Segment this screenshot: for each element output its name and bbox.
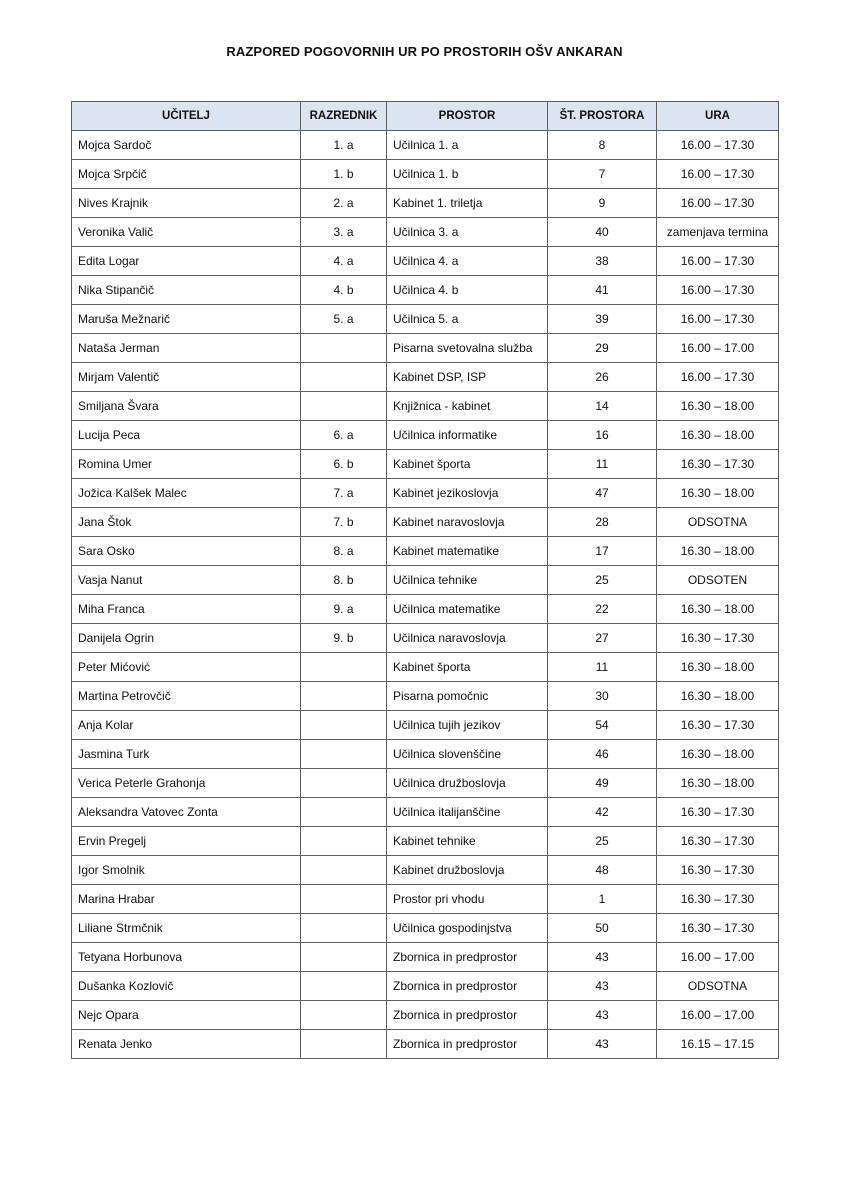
table-row [72,479,779,508]
room-cell: Učilnica matematike [387,595,548,624]
time-cell: 16.30 – 18.00 [657,421,779,450]
class-teacher-cell [301,1030,387,1059]
time-cell: 16.30 – 18.00 [657,653,779,682]
class-teacher-cell [301,856,387,885]
header-teacher: UČITELJ [72,102,301,131]
room-cell: Kabinet DSP, ISP [387,363,548,392]
time-cell: 16.30 – 18.00 [657,740,779,769]
room-number-cell: 7 [548,160,657,189]
room-cell: Učilnica 1. b [387,160,548,189]
time-cell: 16.00 – 17.00 [657,1001,779,1030]
room-number-cell: 8 [548,131,657,160]
table-row [72,218,779,247]
class-teacher-cell: 6. a [301,421,387,450]
teacher-cell: Verica Peterle Grahonja [72,769,301,798]
table-body [72,131,779,1059]
time-cell: 16.30 – 17.30 [657,914,779,943]
class-teacher-cell: 4. b [301,276,387,305]
room-number-cell: 30 [548,682,657,711]
header-room: PROSTOR [387,102,548,131]
room-number-cell: 11 [548,450,657,479]
class-teacher-cell: 4. a [301,247,387,276]
time-cell: 16.30 – 18.00 [657,769,779,798]
room-number-cell: 26 [548,363,657,392]
teacher-cell: Aleksandra Vatovec Zonta [72,798,301,827]
time-cell: ODSOTNA [657,972,779,1001]
room-cell: Učilnica tehnike [387,566,548,595]
schedule-table [71,101,779,1059]
table-row [72,769,779,798]
room-cell: Učilnica slovenščine [387,740,548,769]
teacher-cell: Sara Osko [72,537,301,566]
room-number-cell: 43 [548,1001,657,1030]
time-cell: 16.00 – 17.30 [657,189,779,218]
room-cell: Zbornica in predprostor [387,972,548,1001]
room-cell: Zbornica in predprostor [387,1030,548,1059]
teacher-cell: Tetyana Horbunova [72,943,301,972]
teacher-cell: Veronika Valič [72,218,301,247]
teacher-cell: Mojca Sardoč [72,131,301,160]
time-cell: 16.30 – 18.00 [657,682,779,711]
teacher-cell: Vasja Nanut [72,566,301,595]
room-number-cell: 43 [548,1030,657,1059]
time-cell: 16.30 – 18.00 [657,537,779,566]
room-cell: Kabinet jezikoslovja [387,479,548,508]
room-cell: Kabinet matematike [387,537,548,566]
header-class-teacher: RAZREDNIK [301,102,387,131]
class-teacher-cell [301,885,387,914]
room-number-cell: 27 [548,624,657,653]
time-cell: 16.30 – 17.30 [657,856,779,885]
time-cell: 16.00 – 17.30 [657,131,779,160]
page-title: RAZPORED POGOVORNIH UR PO PROSTORIH OŠV ANKARAN [226,44,623,59]
class-teacher-cell: 8. b [301,566,387,595]
table-row [72,682,779,711]
class-teacher-cell: 6. b [301,450,387,479]
table-row [72,595,779,624]
teacher-cell: Maruša Mežnarič [72,305,301,334]
time-cell: 16.00 – 17.30 [657,247,779,276]
time-cell: 16.30 – 17.30 [657,798,779,827]
room-number-cell: 16 [548,421,657,450]
table-row [72,421,779,450]
room-number-cell: 17 [548,537,657,566]
teacher-cell: Martina Petrovčič [72,682,301,711]
table-row [72,276,779,305]
teacher-cell: Marina Hrabar [72,885,301,914]
teacher-cell: Renata Jenko [72,1030,301,1059]
class-teacher-cell [301,769,387,798]
teacher-cell: Danijela Ogrin [72,624,301,653]
room-number-cell: 46 [548,740,657,769]
room-cell: Pisarna pomočnic [387,682,548,711]
time-cell: 16.30 – 17.30 [657,827,779,856]
teacher-cell: Liliane Strmčnik [72,914,301,943]
room-number-cell: 1 [548,885,657,914]
room-number-cell: 25 [548,566,657,595]
room-cell: Zbornica in predprostor [387,1001,548,1030]
time-cell: 16.30 – 17.30 [657,450,779,479]
time-cell: 16.00 – 17.00 [657,943,779,972]
room-cell: Učilnica 4. b [387,276,548,305]
table-row [72,914,779,943]
time-cell: 16.30 – 18.00 [657,595,779,624]
teacher-cell: Jožica Kalšek Malec [72,479,301,508]
room-number-cell: 28 [548,508,657,537]
room-number-cell: 11 [548,653,657,682]
teacher-cell: Romina Umer [72,450,301,479]
room-number-cell: 41 [548,276,657,305]
teacher-cell: Jana Štok [72,508,301,537]
time-cell: 16.00 – 17.30 [657,305,779,334]
class-teacher-cell: 9. a [301,595,387,624]
room-number-cell: 42 [548,798,657,827]
class-teacher-cell: 1. b [301,160,387,189]
class-teacher-cell [301,740,387,769]
header-time: URA [657,102,779,131]
class-teacher-cell [301,392,387,421]
time-cell: 16.15 – 17.15 [657,1030,779,1059]
room-cell: Učilnica informatike [387,421,548,450]
time-cell: 16.30 – 18.00 [657,479,779,508]
time-cell: 16.00 – 17.30 [657,276,779,305]
table-row [72,508,779,537]
class-teacher-cell [301,363,387,392]
time-cell: 16.00 – 17.00 [657,334,779,363]
teacher-cell: Nataša Jerman [72,334,301,363]
teacher-cell: Peter Mićović [72,653,301,682]
room-cell: Prostor pri vhodu [387,885,548,914]
teacher-cell: Nika Stipančič [72,276,301,305]
teacher-cell: Jasmina Turk [72,740,301,769]
room-number-cell: 38 [548,247,657,276]
class-teacher-cell: 7. b [301,508,387,537]
teacher-cell: Anja Kolar [72,711,301,740]
room-cell: Kabinet športa [387,653,548,682]
class-teacher-cell [301,334,387,363]
table-row [72,1001,779,1030]
room-cell: Učilnica 5. a [387,305,548,334]
class-teacher-cell [301,682,387,711]
time-cell: ODSOTEN [657,566,779,595]
time-cell: 16.30 – 18.00 [657,392,779,421]
room-cell: Kabinet 1. triletja [387,189,548,218]
teacher-cell: Miha Franca [72,595,301,624]
table-row [72,247,779,276]
class-teacher-cell: 7. a [301,479,387,508]
room-number-cell: 50 [548,914,657,943]
table-row [72,537,779,566]
teacher-cell: Dušanka Kozlovič [72,972,301,1001]
teacher-cell: Mirjam Valentič [72,363,301,392]
teacher-cell: Mojca Srpčič [72,160,301,189]
class-teacher-cell: 5. a [301,305,387,334]
teacher-cell: Edita Logar [72,247,301,276]
table-row [72,798,779,827]
class-teacher-cell [301,653,387,682]
class-teacher-cell: 2. a [301,189,387,218]
table-row [72,450,779,479]
time-cell: 16.30 – 17.30 [657,885,779,914]
table-row [72,972,779,1001]
time-cell: zamenjava termina [657,218,779,247]
teacher-cell: Nejc Opara [72,1001,301,1030]
room-cell: Učilnica tujih jezikov [387,711,548,740]
class-teacher-cell: 3. a [301,218,387,247]
table-header-row [72,102,779,131]
room-number-cell: 29 [548,334,657,363]
class-teacher-cell [301,943,387,972]
table-row [72,334,779,363]
room-number-cell: 39 [548,305,657,334]
class-teacher-cell [301,711,387,740]
room-number-cell: 22 [548,595,657,624]
room-cell: Učilnica gospodinjstva [387,914,548,943]
class-teacher-cell [301,972,387,1001]
table-row [72,653,779,682]
table-row [72,943,779,972]
time-cell: ODSOTNA [657,508,779,537]
table-row [72,624,779,653]
room-number-cell: 40 [548,218,657,247]
room-cell: Učilnica 3. a [387,218,548,247]
room-cell: Učilnica družboslovja [387,769,548,798]
room-number-cell: 54 [548,711,657,740]
header-room-number: ŠT. PROSTORA [548,102,657,131]
room-number-cell: 9 [548,189,657,218]
time-cell: 16.30 – 17.30 [657,624,779,653]
table-row [72,363,779,392]
room-cell: Učilnica italijanščine [387,798,548,827]
room-cell: Kabinet naravoslovja [387,508,548,537]
class-teacher-cell [301,798,387,827]
table-row [72,305,779,334]
room-cell: Zbornica in predprostor [387,943,548,972]
table-row [72,566,779,595]
teacher-cell: Igor Smolnik [72,856,301,885]
table-row [72,1030,779,1059]
room-cell: Učilnica 4. a [387,247,548,276]
time-cell: 16.00 – 17.30 [657,160,779,189]
teacher-cell: Ervin Pregelj [72,827,301,856]
table-row [72,131,779,160]
teacher-cell: Smiljana Švara [72,392,301,421]
table-row [72,827,779,856]
table-row [72,189,779,218]
table-row [72,711,779,740]
teacher-cell: Nives Krajnik [72,189,301,218]
room-cell: Kabinet družboslovja [387,856,548,885]
class-teacher-cell [301,914,387,943]
room-number-cell: 43 [548,943,657,972]
room-cell: Kabinet športa [387,450,548,479]
table-row [72,856,779,885]
room-cell: Učilnica 1. a [387,131,548,160]
room-number-cell: 49 [548,769,657,798]
class-teacher-cell: 8. a [301,537,387,566]
room-number-cell: 48 [548,856,657,885]
room-number-cell: 47 [548,479,657,508]
table-row [72,160,779,189]
time-cell: 16.00 – 17.30 [657,363,779,392]
class-teacher-cell [301,1001,387,1030]
room-cell: Knjižnica - kabinet [387,392,548,421]
teacher-cell: Lucija Peca [72,421,301,450]
class-teacher-cell [301,827,387,856]
class-teacher-cell: 1. a [301,131,387,160]
room-cell: Učilnica naravoslovja [387,624,548,653]
table-row [72,885,779,914]
room-cell: Kabinet tehnike [387,827,548,856]
room-cell: Pisarna svetovalna služba [387,334,548,363]
table-row [72,740,779,769]
class-teacher-cell: 9. b [301,624,387,653]
time-cell: 16.30 – 17.30 [657,711,779,740]
room-number-cell: 14 [548,392,657,421]
room-number-cell: 43 [548,972,657,1001]
table-row [72,392,779,421]
room-number-cell: 25 [548,827,657,856]
